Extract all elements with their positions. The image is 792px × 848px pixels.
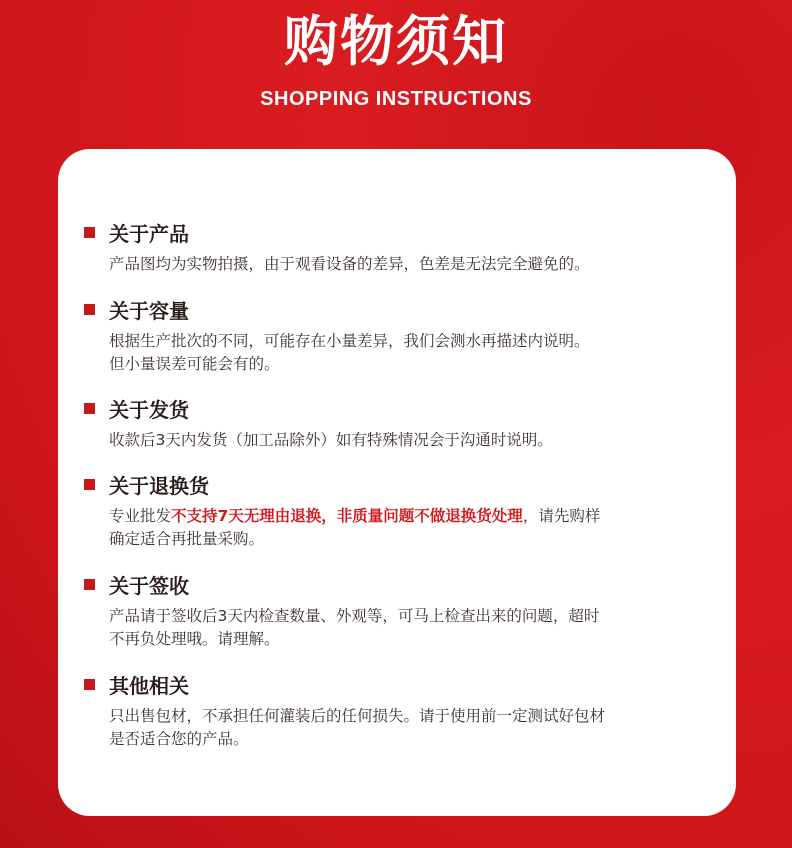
section-title: 关于容量 — [109, 298, 189, 323]
section-body-line: 产品请于签收后3天内检查数量、外观等，可马上检查出来的问题，超时 — [109, 607, 600, 625]
section-header — [84, 217, 724, 247]
section-body-text: 产品图均为实物拍摄，由于观看设备的差异，色差是无法完全避免的。 — [109, 255, 590, 273]
section-body-line: 只出售包材，不承担任何灌装后的任何损失。请于使用前一定测试好包材 — [109, 707, 606, 725]
section-title: 关于发货 — [109, 397, 189, 422]
section-other — [84, 669, 724, 751]
body-highlight: 不支持7天无理由退换，非质量问题不做退换货处理 — [171, 507, 523, 525]
section-header — [84, 393, 724, 423]
section-title: 关于产品 — [109, 221, 189, 246]
square-bullet-icon — [84, 579, 95, 590]
section-header — [84, 569, 724, 599]
section-body — [109, 253, 724, 276]
section-body — [109, 605, 724, 651]
section-title: 关于签收 — [109, 573, 189, 598]
section-body — [109, 705, 724, 751]
section-title: 其他相关 — [109, 673, 189, 698]
page-subtitle: SHOPPING INSTRUCTIONS — [260, 88, 532, 110]
square-bullet-icon — [84, 227, 95, 238]
section-body — [109, 505, 724, 551]
section-header — [84, 294, 724, 324]
section-body-line: 但小量误差可能会有的。 — [109, 355, 280, 373]
section-body — [109, 330, 724, 376]
section-body-line: 根据生产批次的不同，可能存在小量差异，我们会测水再描述内说明。 — [109, 332, 590, 350]
square-bullet-icon — [84, 479, 95, 490]
instructions-card — [58, 149, 736, 816]
section-body-line: 是否适合您的产品。 — [109, 730, 249, 748]
section-body — [109, 429, 724, 452]
square-bullet-icon — [84, 679, 95, 690]
section-product — [84, 217, 724, 276]
section-returns — [84, 469, 724, 551]
section-header — [84, 669, 724, 699]
section-shipping — [84, 393, 724, 452]
page-title: 购物须知 — [284, 10, 508, 73]
body-prefix: 专业批发 — [109, 507, 172, 525]
page-header — [0, 0, 792, 111]
square-bullet-icon — [84, 403, 95, 414]
section-body-line: 不再负处理哦。请理解。 — [109, 630, 280, 648]
section-capacity — [84, 294, 724, 376]
section-body-line — [109, 505, 724, 528]
section-title: 关于退换货 — [109, 473, 209, 498]
section-receipt — [84, 569, 724, 651]
section-header — [84, 469, 724, 499]
square-bullet-icon — [84, 304, 95, 315]
body-suffix: ，请先购样 — [522, 507, 601, 525]
section-body-text: 收款后3天内发货（加工品除外）如有特殊情况会于沟通时说明。 — [109, 431, 553, 449]
section-body-line: 确定适合再批量采购。 — [109, 530, 265, 548]
